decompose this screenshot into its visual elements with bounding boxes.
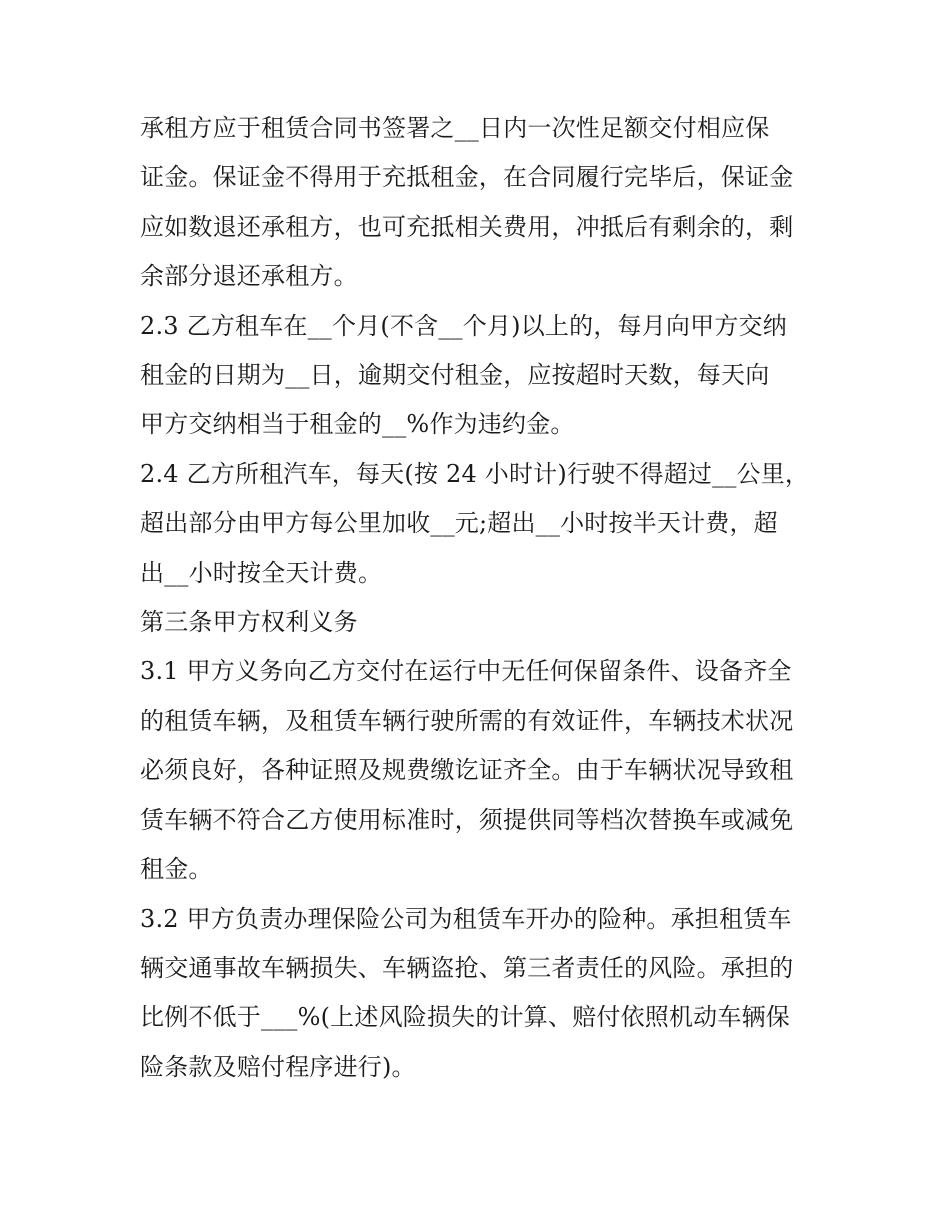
text-line: 出__小时按全天计费。: [140, 558, 383, 587]
text-line: 3.2 甲方负责办理保险公司为租赁车开办的险种。承担租赁车: [140, 904, 792, 933]
paragraph-clause-2-3: [140, 302, 812, 450]
text-line: 的租赁车辆，及租赁车辆行驶所需的有效证件，车辆技术状况: [140, 706, 794, 735]
paragraph-deposit: [140, 104, 812, 302]
text-line: 险条款及赔付程序进行)。: [140, 1052, 416, 1081]
text-line: 比例不低于___%(上述风险损失的计算、赔付依照机动车辆保: [140, 1003, 790, 1032]
text-line: 赁车辆不符合乙方使用标准时，须提供同等档次替换车或减免: [140, 805, 794, 834]
article-3-heading: [140, 598, 812, 647]
text-line: 3.1 甲方义务向乙方交付在运行中无任何保留条件、设备齐全: [140, 657, 792, 686]
section-heading: 第三条甲方权利义务: [140, 608, 358, 637]
text-line: 租金。: [140, 855, 213, 884]
text-line: 2.3 乙方租车在__个月(不含__个月)以上的，每月向甲方交纳: [140, 311, 787, 340]
text-line: 承租方应于租赁合同书签署之__日内一次性足额交付相应保: [140, 114, 770, 142]
text-line: 2.4 乙方所租汽车，每天(按 24 小时计)行驶不得超过__公里，: [140, 459, 810, 488]
text-line: 余部分退还承租方。: [140, 262, 358, 291]
paragraph-clause-3-2: [140, 895, 812, 1093]
document-page: [140, 104, 812, 1092]
text-line: 应如数退还承租方，也可充抵相关费用，冲抵后有剩余的，剩: [140, 212, 794, 241]
text-line: 超出部分由甲方每公里加收__元;超出__小时按半天计费，超: [140, 509, 778, 538]
text-line: 证金。保证金不得用于充抵租金，在合同履行完毕后，保证金: [140, 163, 794, 192]
paragraph-clause-2-4: [140, 450, 812, 598]
text-line: 租金的日期为__日，逾期交付租金，应按超时天数，每天向: [140, 361, 770, 390]
paragraph-clause-3-1: [140, 647, 812, 894]
text-line: 甲方交纳相当于租金的__%作为违约金。: [140, 410, 575, 439]
text-line: 辆交通事故车辆损失、车辆盗抢、第三者责任的风险。承担的: [140, 953, 794, 982]
text-line: 必须良好，各种证照及规费缴讫证齐全。由于车辆状况导致租: [140, 756, 794, 785]
